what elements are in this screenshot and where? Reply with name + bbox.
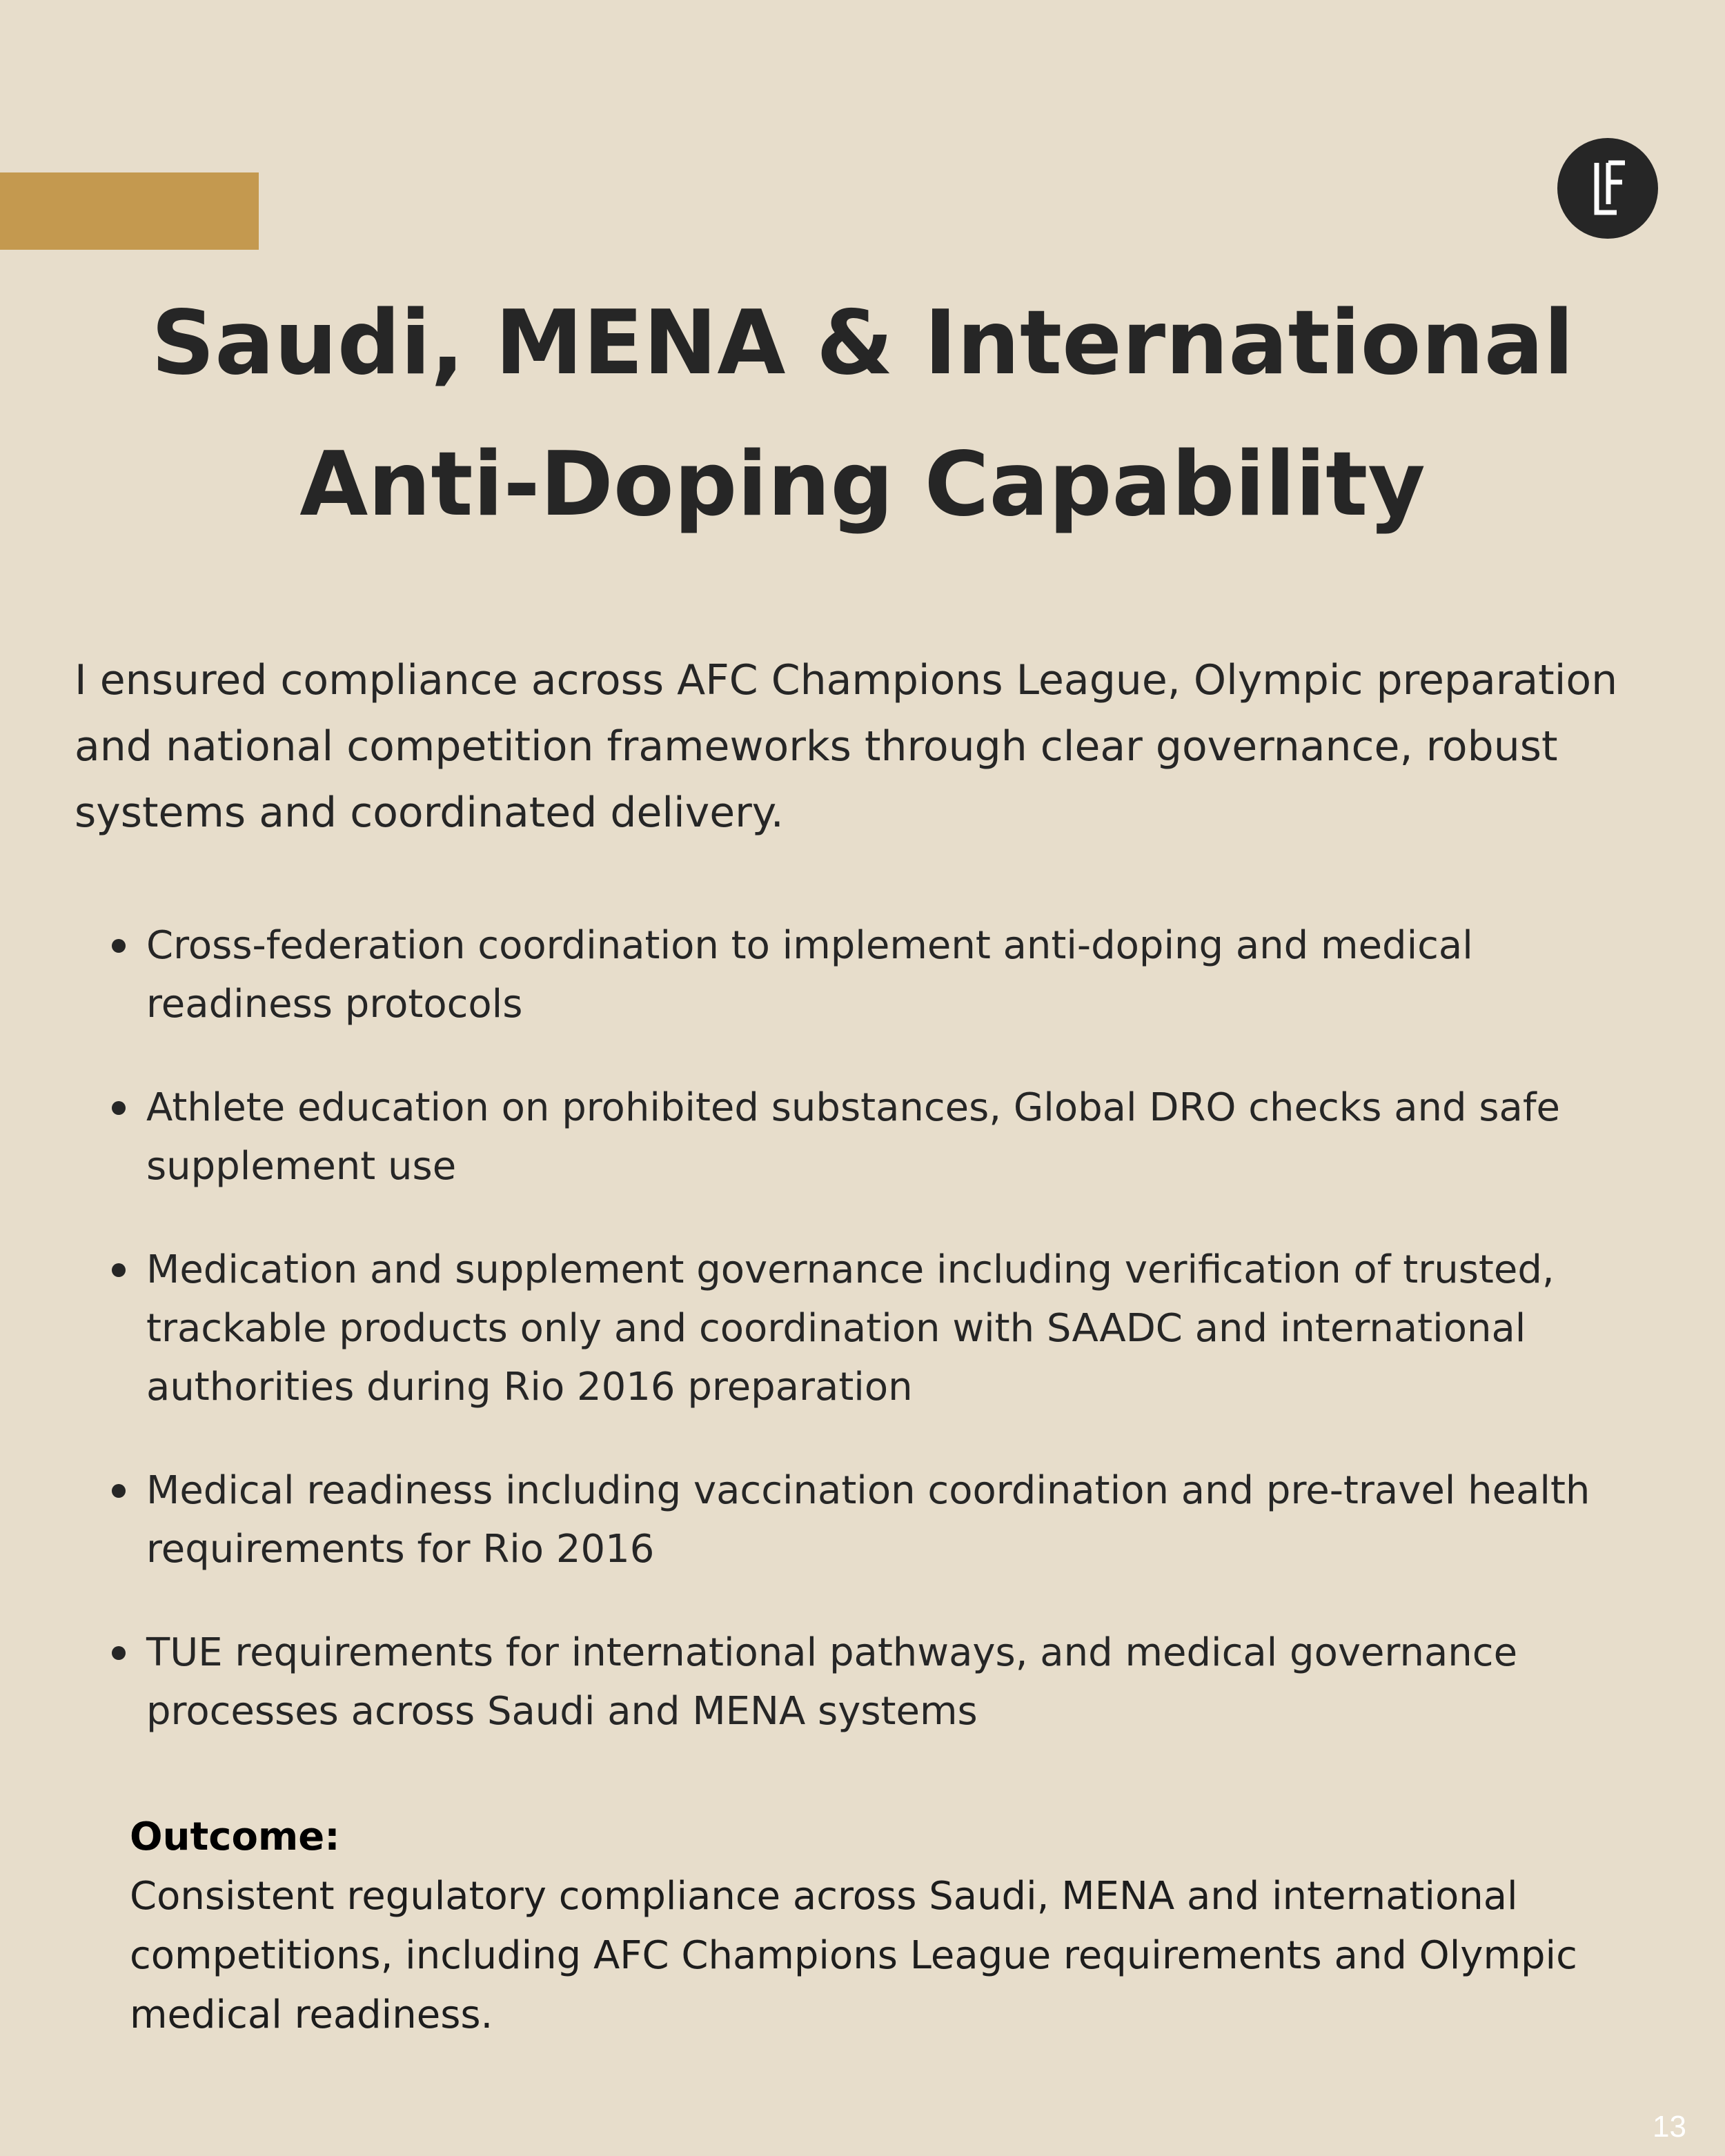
bullet-text: Medical readiness including vaccination coordination and pre-travel health requirements for Rio 2016	[146, 1468, 1590, 1572]
bullet-icon	[112, 1646, 126, 1660]
page-title-line-1: Saudi, MENA & International	[151, 292, 1574, 395]
accent-bar	[0, 172, 259, 250]
bullet-text: Athlete education on prohibited substances, Global DRO checks and safe supplement use	[146, 1085, 1561, 1189]
bullet-item	[110, 1078, 1656, 1196]
bullet-item	[110, 916, 1656, 1034]
outcome-label: Outcome:	[130, 1814, 340, 1859]
logo	[1557, 138, 1658, 239]
bullet-item	[110, 1623, 1656, 1741]
bullet-list	[110, 916, 1656, 1786]
intro-paragraph: I ensured compliance across AFC Champions League, Olympic preparation and national competition frameworks through clear governance, robust systems and coordinated delivery.	[75, 656, 1618, 837]
bullet-text: Medication and supplement governance including verification of trusted, trackable products only and coordination with SAADC and international authorities during Rio 2016 preparation	[146, 1247, 1555, 1410]
outcome-text: Consistent regulatory compliance across Saudi, MENA and international competitions, including AFC Champions League requirements and Olympic medical readiness.	[130, 1874, 1577, 2037]
page-title-line-2: Anti-Doping Capability	[299, 433, 1426, 536]
bullet-icon	[112, 1101, 126, 1115]
bullet-icon	[112, 1263, 126, 1277]
bullet-icon	[112, 1484, 126, 1498]
bullet-item	[110, 1461, 1656, 1579]
lf-monogram-icon	[1557, 138, 1658, 239]
bullet-icon	[112, 939, 126, 953]
bullet-text: TUE requirements for international pathways, and medical governance processes across Saudi and MENA systems	[146, 1630, 1518, 1734]
outcome-section	[130, 1808, 1668, 2045]
page-number: 13	[1653, 2110, 1686, 2144]
bullet-text: Cross-federation coordination to implement anti-doping and medical readiness protocols	[146, 923, 1473, 1027]
page-title	[55, 273, 1670, 555]
bullet-item	[110, 1240, 1656, 1416]
